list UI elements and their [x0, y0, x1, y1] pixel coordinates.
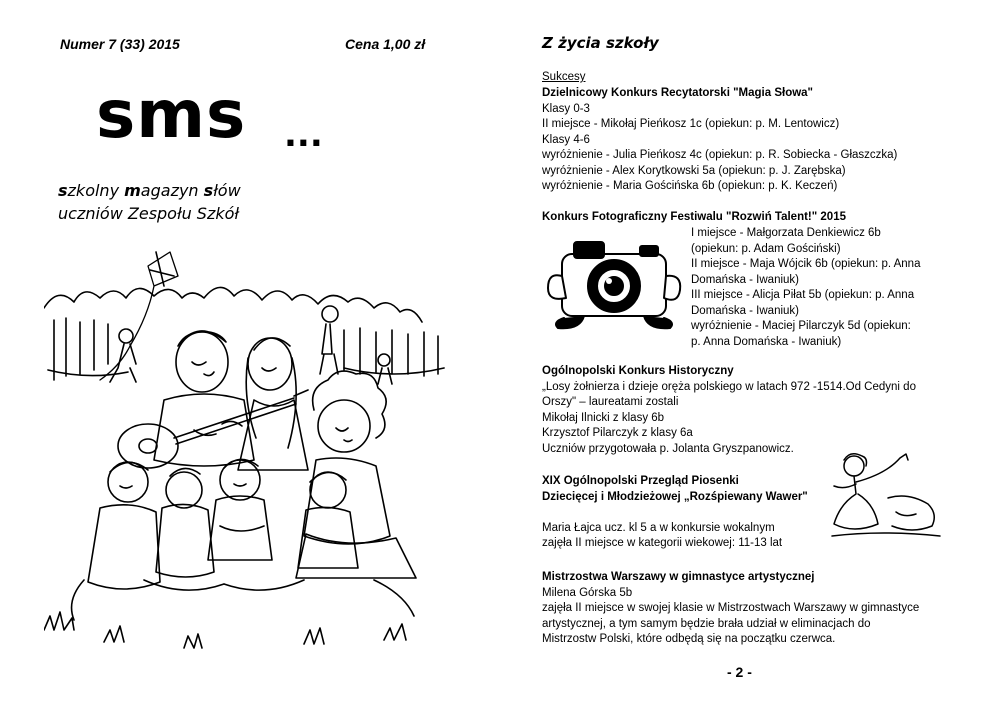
block-line: Orszy" – laureatami zostali [542, 396, 679, 408]
block-line: III miejsce - Alicja Piłat 5b (opiekun: p. Anna [691, 289, 915, 301]
subtitle-word-2: agazyn [140, 181, 204, 200]
block-line: Maria Łajca ucz. kl 5 a w konkursie wokalnym [542, 521, 775, 534]
subtitle-initial-m: m [124, 181, 141, 200]
dancing-singer-drawing [826, 452, 942, 538]
block-line: wyróżnienie - Maria Gościńska 6b (opiekun: p. K. Keczeń) [542, 180, 838, 192]
block-line: Klasy 0-3 [542, 102, 590, 115]
page-number: - 2 - [727, 664, 752, 680]
block-line: (opiekun: p. Adam Gościński) [691, 242, 841, 255]
magazine-subtitle-line2: uczniów Zespołu Szkół [58, 204, 239, 223]
block-line: II miejsce - Mikołaj Pieńkosz 1c (opiekun: p. M. Lentowicz) [542, 118, 840, 130]
subtitle-word-1: zkolny [67, 181, 125, 200]
price: Cena 1,00 zł [345, 36, 426, 52]
block-title: Ogólnopolski Konkurs Historyczny [542, 365, 734, 377]
issue-number: Numer 7 (33) 2015 [60, 36, 180, 52]
subtitle-initial-s: s [58, 181, 68, 200]
block-line: Mikołaj Ilnicki z klasy 6b [542, 411, 665, 424]
photo-contest-title: Konkurs Fotograficzny Festiwalu "Rozwiń Talent!" 2015 [542, 211, 846, 223]
subtitle-initial-s2: s [203, 181, 214, 200]
magazine-subtitle [58, 181, 241, 200]
subtitle-word-3: łów [213, 181, 241, 200]
block-line: Milena Górska 5b [542, 586, 633, 599]
block-line: artystycznej, a tym samym będzie brała udział w eliminacjach do [542, 617, 871, 630]
block-line: zajęła II miejsce w kategorii wiekowej: 11-13 lat [542, 537, 783, 549]
block-line: Domańska - Iwaniuk) [691, 304, 800, 317]
logo-ellipsis: ... [284, 115, 323, 155]
block-line: Klasy 4-6 [542, 133, 590, 146]
block-title: Mistrzostwa Warszawy w gimnastyce artystycznej [542, 571, 815, 583]
children-picnic-drawing [44, 250, 446, 662]
section-title: Z życia szkoły [542, 34, 659, 52]
block-line: zajęła II miejsce w swojej klasie w Mistrzostwach Warszawy w gimnastyce [542, 602, 920, 614]
block-line: Mistrzostw Polski, które odbędą się na początku czerwca. [542, 633, 836, 645]
block-line: „Losy żołnierza i dzieje oręża polskiego w latach 972 -1514.Od Cedyni do [542, 380, 916, 393]
block-line: wyróżnienie - Alex Korytkowski 5a (opiekun: p. J. Zarębska) [542, 164, 846, 177]
block-line: Uczniów przygotowała p. Jolanta Gryszpanowicz. [542, 442, 794, 455]
block-title: Dzielnicowy Konkurs Recytatorski "Magia Słowa" [542, 87, 814, 99]
successes-kicker: Sukcesy [542, 71, 586, 83]
block-line: wyróżnienie - Maciej Pilarczyk 5d (opiekun: [691, 320, 911, 332]
recitation-contest-block [542, 86, 897, 195]
camera-cartoon-icon [544, 236, 684, 334]
magazine-logo: sms [96, 76, 247, 153]
block-title: Dziecięcej i Młodzieżowej „Rozśpiewany Wawer" [542, 490, 808, 503]
block-line: I miejsce - Małgorzata Denkiewicz 6b [691, 227, 881, 239]
block-line: Domańska - Iwaniuk) [691, 273, 800, 286]
block-line: wyróżnienie - Julia Pieńkosz 4c (opiekun: p. R. Sobiecka - Głaszczka) [542, 149, 898, 161]
block-line: Krzysztof Pilarczyk z klasy 6a [542, 427, 693, 439]
block-title: XIX Ogólnopolski Przegląd Piosenki [542, 475, 739, 487]
history-contest-block [542, 364, 916, 457]
block-line: II miejsce - Maja Wójcik 6b (opiekun: p. Anna [691, 258, 921, 270]
song-festival-block [542, 474, 808, 552]
photo-contest-block [691, 226, 920, 350]
block-line: p. Anna Domańska - Iwaniuk) [691, 335, 842, 348]
gymnastics-block [542, 570, 919, 648]
